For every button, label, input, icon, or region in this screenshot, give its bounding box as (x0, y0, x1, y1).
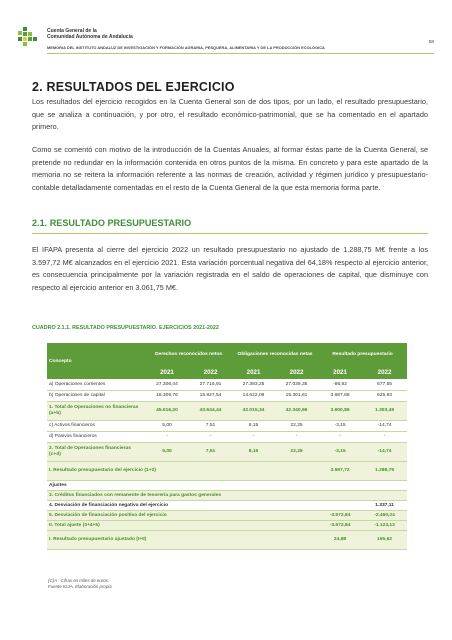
cell-value (318, 490, 362, 500)
row-label: b) Operaciones de capital (47, 390, 145, 401)
cell-value: - (189, 431, 232, 442)
header-year: 2022 (362, 365, 407, 379)
header-resultado: Resultado presupuestario (318, 343, 407, 365)
budget-result-table (47, 343, 407, 550)
cell-value: 8,15 (232, 442, 275, 461)
table-row (47, 420, 407, 431)
cell-value: 3.597,72 (318, 461, 362, 480)
row-label: c) Activos financieros (47, 420, 145, 431)
row-label: d) Pasivos financieros (47, 431, 145, 442)
cell-value: - (145, 431, 189, 442)
memoria-title: MEMORIA DEL INSTITUTO ANDALUZ DE INVESTIGACIÓN Y FORMACIÓN AGRARIA, PESQUERA, ALIMENTARIA Y DE LA PRODUCCIÓN ECOLÓGICA (47, 45, 325, 50)
cell-value: -3,15 (318, 420, 362, 431)
page-number: 58 (428, 39, 434, 44)
table-notes (48, 578, 112, 590)
org-name-line2: Comunidad Autónoma de Andalucía (47, 34, 133, 40)
cell-value: 677,55 (362, 379, 407, 390)
table-row-subtotal (47, 401, 407, 420)
row-label: 2. Total de Operaciones financieras (c+d) (47, 442, 145, 461)
row-label: I. Resultado presupuestario del ejercicio (1+2) (47, 461, 318, 480)
cell-value: -14,74 (362, 442, 407, 461)
cell-value: 43.644,44 (189, 401, 232, 420)
cell-value: 7,51 (189, 442, 232, 461)
cell-value: 1.337,11 (362, 500, 407, 510)
cell-value: -14,74 (362, 420, 407, 431)
cell-value: 24,88 (318, 530, 362, 549)
table-row (47, 510, 407, 520)
header-year: 2021 (145, 365, 189, 379)
row-label: 3. Créditos financiados con remanente de tesorería para gastos generales (47, 490, 318, 500)
cell-value: 1.303,49 (362, 401, 407, 420)
header-divider (47, 53, 434, 54)
cell-value: -3.572,84 (318, 520, 362, 530)
cell-value: 18.309,76 (145, 390, 189, 401)
cell-value: 45.616,20 (145, 401, 189, 420)
cell-value: 15.927,54 (189, 390, 232, 401)
cell-value: 8,15 (232, 420, 275, 431)
table-row (47, 520, 407, 530)
table-note-units: (C)A : Cifras en miles de euros. (48, 578, 110, 583)
table-row (47, 500, 407, 510)
section-paragraph-2: Como se comentó con motivo de la introducción de la Cuentas Anuales, al formar éstas parte de la Cuenta General, se pretende no redundar en la información contenida en otros puntos de la misma. En concreto y para este apartado de la memoria no se reitera la información referente a las normas de creación, actividad y régimen jurídico y presupuestario-contable detalladamente comentadas en el resto de la Cuenta General de la que esta memoria forma parte. (32, 145, 428, 193)
cell-value: - (232, 431, 275, 442)
cell-value: 27.393,25 (232, 379, 275, 390)
table-row (47, 431, 407, 442)
cell-value: 22,25 (275, 442, 318, 461)
cell-value: 14.622,08 (232, 390, 275, 401)
cell-value: 27.306,44 (145, 379, 189, 390)
row-label: 5. Desviación de financiación positiva del ejercicio (47, 510, 318, 520)
table-row-ajustes (47, 480, 407, 490)
header-derechos: Derechos reconocidos netos (145, 343, 232, 365)
header-year: 2022 (275, 365, 318, 379)
org-name-line1: Cuenta General de la (47, 28, 97, 34)
cell-value: 5,00 (145, 420, 189, 431)
header-obligaciones: Obligaciones reconocidas netas (232, 343, 318, 365)
row-label: I. Resultado presupuestario ajustado (I+II) (47, 530, 318, 549)
cell-value: -3.572,84 (318, 510, 362, 520)
header-year: 2022 (189, 365, 232, 379)
cell-value (362, 490, 407, 500)
row-label: 1. Total de Operaciones no financieras (a+b) (47, 401, 145, 420)
table-row-total (47, 530, 407, 549)
row-label: a) Operaciones corrientes (47, 379, 145, 390)
cell-value: -1.123,13 (362, 520, 407, 530)
table-row-subtotal (47, 442, 407, 461)
cell-value: 42.340,96 (275, 401, 318, 420)
cell-value: - (318, 431, 362, 442)
cell-value: 42.015,34 (232, 401, 275, 420)
cell-value: 22,25 (275, 420, 318, 431)
subsection-divider (32, 233, 428, 234)
subsection-title: 2.1. RESULTADO PRESUPUESTARIO (32, 218, 192, 228)
table-caption: CUADRO 2.1.1. RESULTADO PRESUPUESTARIO. EJERCICIOS 2021-2022 (32, 325, 219, 331)
cell-value: - (275, 431, 318, 442)
cell-value (318, 500, 362, 510)
table-row (47, 490, 407, 500)
section-title: 2. RESULTADOS DEL EJERCICIO (32, 80, 235, 94)
cell-value: 15.301,61 (275, 390, 318, 401)
row-label: Ajustes (47, 480, 407, 490)
cell-value: 27.716,91 (189, 379, 232, 390)
table-note-source: Fuente IGJA. Elaboración propia (48, 584, 112, 590)
cell-value: 1.288,75 (362, 461, 407, 480)
row-label: II. Total ajuste (3+4+5) (47, 520, 318, 530)
table-row-result (47, 461, 407, 480)
cell-value: -2.460,24 (362, 510, 407, 520)
page-header (18, 25, 434, 55)
junta-andalucia-logo-icon (18, 27, 40, 49)
cell-value: 27.039,35 (275, 379, 318, 390)
cell-value: 625,93 (362, 390, 407, 401)
cell-value: 7,51 (189, 420, 232, 431)
header-year: 2021 (232, 365, 275, 379)
cell-value: 3.600,86 (318, 401, 362, 420)
subsection-paragraph: El IFAPA presenta al cierre del ejercicio 2022 un resultado presupuestario no ajustado de 1.288,75 M€ frente a los 3.597,72 M€ alcanzados en el ejercicio 2021. Esta variación porcentual negativa del 64,18% respecto al ejercicio anterior, es consecuencia principalmente por la variación registrada en el saldo de operaciones de capital, que disminuye con respecto al ejercicio anterior en 3.061,75 M€. (32, 245, 428, 293)
section-paragraph-1: Los resultados del ejercicio recogidos en la Cuenta General son de dos tipos, por un lado, el resultado presupuestario, que se analiza a continuación, y por otro, el resultado económico-patrimonial, que se ha comentado en el apartado primero. (32, 97, 428, 132)
cell-value: 165,62 (362, 530, 407, 549)
cell-value: 3.687,68 (318, 390, 362, 401)
table-row (47, 390, 407, 401)
header-year: 2021 (318, 365, 362, 379)
table-row (47, 379, 407, 390)
cell-value: -86,82 (318, 379, 362, 390)
row-label: 4. Desviación de financiación negativa del ejercicio (47, 500, 318, 510)
header-concepto: Concepto (47, 343, 145, 379)
cell-value: - (362, 431, 407, 442)
cell-value: 5,00 (145, 442, 189, 461)
cell-value: -3,15 (318, 442, 362, 461)
